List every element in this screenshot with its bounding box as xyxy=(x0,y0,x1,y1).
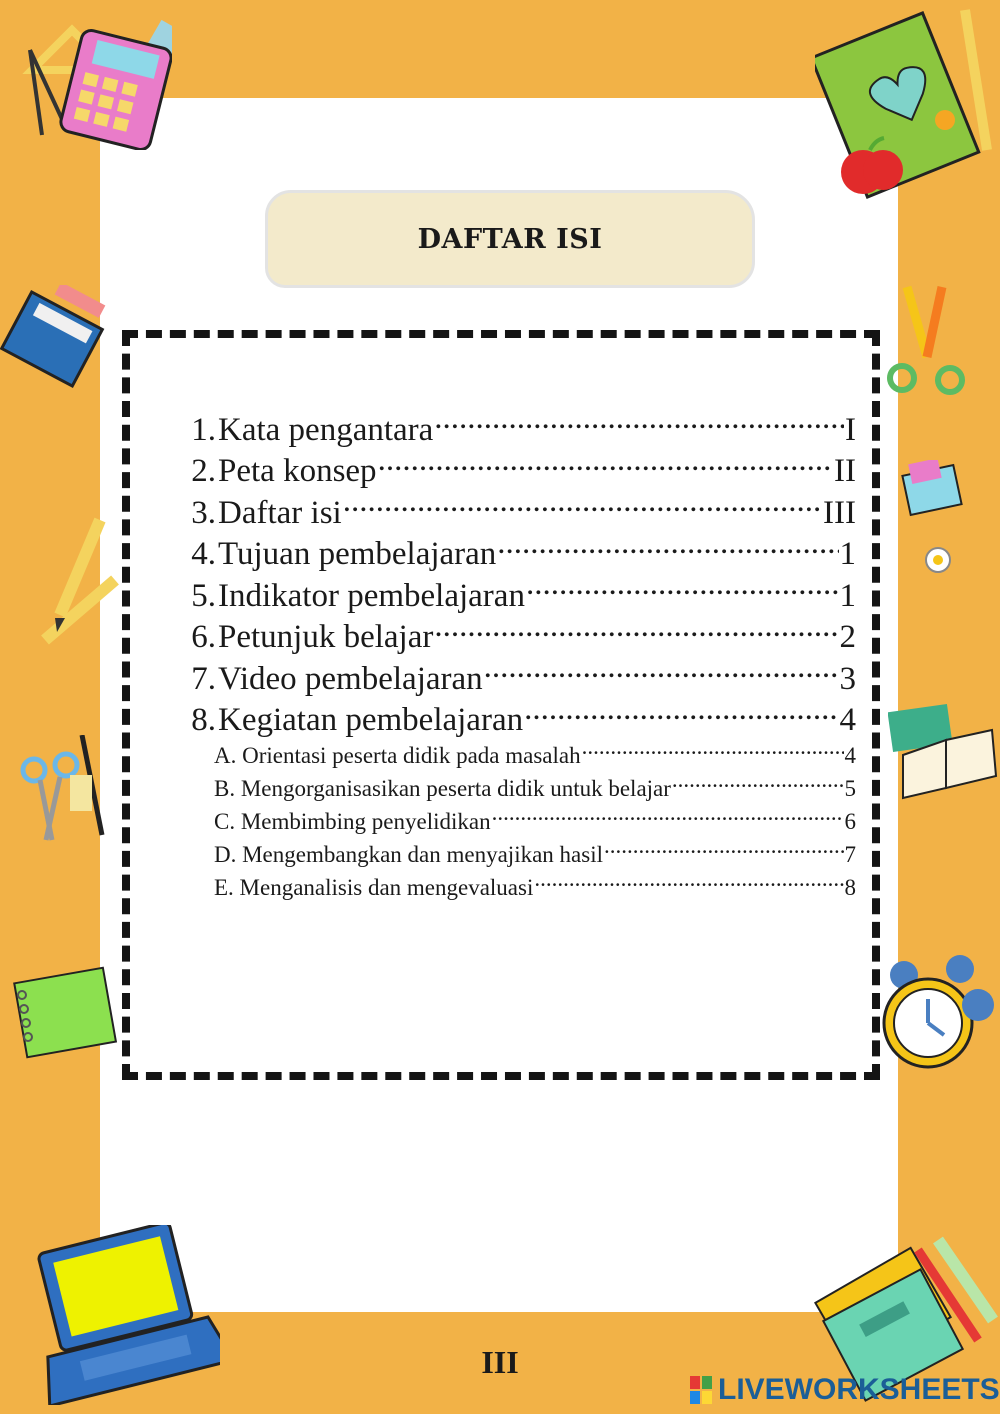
toc-number: 3. xyxy=(191,494,216,531)
toc-number: 8. xyxy=(191,702,216,738)
toc-page: III xyxy=(823,494,856,531)
toc-number: 2. xyxy=(191,453,216,489)
toc-sublabel: B. Mengorganisasikan peserta didik untuk belajar xyxy=(214,776,671,801)
title-banner xyxy=(265,190,755,288)
toc-label: Indikator pembelajaran xyxy=(218,577,525,614)
open-book-icon xyxy=(888,700,1000,800)
brand-name: LIVEWORKSHEETS xyxy=(718,1373,1000,1406)
toc-page: 1 xyxy=(839,536,856,572)
alarm-clock-icon xyxy=(878,945,1000,1080)
toc-item xyxy=(180,398,856,448)
spiral-notebook-icon xyxy=(10,965,125,1060)
toc-page: 4 xyxy=(839,702,856,738)
toc-page: 2 xyxy=(839,619,856,655)
toc-label: Daftar isi xyxy=(218,494,342,531)
toc-number: 1. xyxy=(191,411,216,448)
toc-number: 7. xyxy=(191,660,216,697)
toc-label: Tujuan pembelajaran xyxy=(218,536,497,572)
dot-leader xyxy=(582,730,844,763)
dot-leader xyxy=(672,763,844,796)
dot-leader xyxy=(378,440,833,482)
toc-label: Kegiatan pembelajaran xyxy=(218,702,524,738)
notebook-apple-icon xyxy=(815,0,1000,205)
toc-label: Petunjuk belajar xyxy=(218,619,434,655)
toc-sublabel: D. Mengembangkan dan menyajikan hasil xyxy=(214,842,603,867)
dot-leader xyxy=(484,647,839,689)
dot-leader xyxy=(604,829,844,862)
sharpener-icon xyxy=(898,460,973,585)
books-icon xyxy=(0,285,110,395)
toc-sublabel: E. Menganalisis dan mengevaluasi xyxy=(214,875,534,900)
toc-subpage: 4 xyxy=(844,743,856,768)
liveworksheets-icon xyxy=(690,1376,712,1404)
dot-leader xyxy=(526,564,839,606)
toc-subpage: 6 xyxy=(844,809,856,834)
toc-subpage: 8 xyxy=(844,875,856,900)
toc-number: 5. xyxy=(191,577,216,614)
toc-sublabel: A. Orientasi peserta didik pada masalah xyxy=(214,743,581,768)
toc-label: Kata pengantara xyxy=(218,411,434,448)
page-title: DAFTAR ISI xyxy=(417,223,603,255)
table-of-contents xyxy=(180,398,856,900)
brand-logo[interactable] xyxy=(690,1374,1000,1406)
toc-page: I xyxy=(845,411,856,448)
calculator-icon xyxy=(12,10,172,150)
dot-leader xyxy=(343,481,822,523)
toc-page: 1 xyxy=(839,577,856,614)
toc-label: Video pembelajaran xyxy=(218,660,483,697)
scissors-icon xyxy=(882,282,972,407)
dot-leader xyxy=(434,398,844,440)
dot-leader xyxy=(434,606,838,648)
toc-number: 6. xyxy=(191,619,216,655)
page-number: III xyxy=(481,1344,519,1380)
dot-leader xyxy=(534,862,843,895)
toc-subpage: 7 xyxy=(844,842,856,867)
dot-leader xyxy=(524,689,838,731)
toc-sublabel: C. Membimbing penyelidikan xyxy=(214,809,491,834)
toc-page: 3 xyxy=(839,660,856,697)
dot-leader xyxy=(497,523,838,565)
dot-leader xyxy=(492,796,844,829)
scissors-clips-icon xyxy=(10,735,110,850)
pencils-icon xyxy=(35,510,125,650)
toc-number: 4. xyxy=(191,536,216,572)
toc-label: Peta konsep xyxy=(218,453,377,489)
toc-subpage: 5 xyxy=(844,776,856,801)
toc-page: II xyxy=(834,453,856,489)
